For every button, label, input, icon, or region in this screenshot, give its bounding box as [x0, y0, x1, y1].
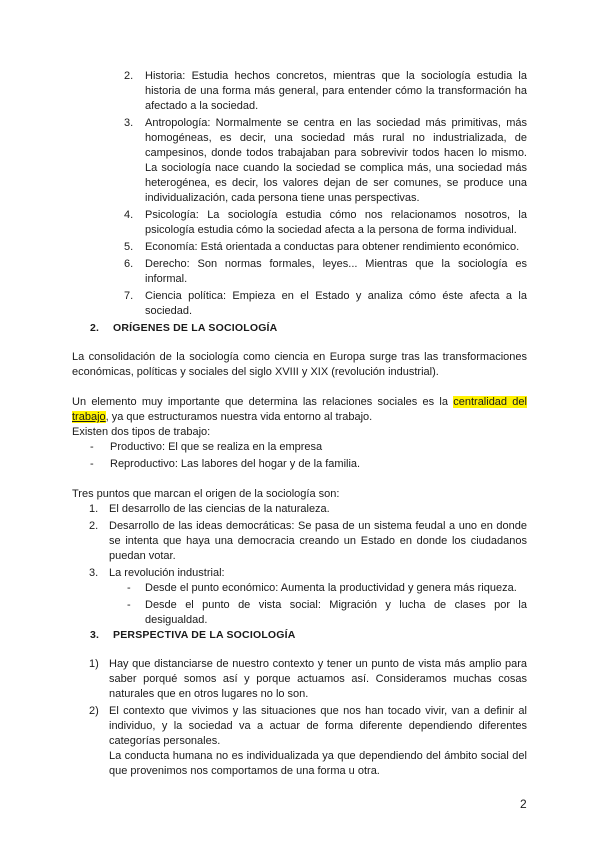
list-text: Antropología: Normalmente se centra en las sociedad más primitivas, más homogéneas, es decir, una sociedad más rural no industrializada, de campesinos, donde todos trabajaban para sobrevivir todos hacen lo mismo. La sociología nace cuando la sociedad se complica más, una sociedad más heterogénea, es decir, los valores dejan de ser comunes, se produce una individualización, cada persona tiene unas perspectivas. — [145, 117, 527, 204]
list-text: Psicología: La sociología estudia cómo nos relacionamos nosotros, la psicología estudia cómo la sociedad afecta a la persona de forma individual. — [145, 209, 527, 236]
dash-bullet: - — [90, 458, 94, 470]
list-text: Derecho: Son normas formales, leyes... Mientras que la sociología es informal. — [145, 258, 527, 285]
list-item — [72, 457, 527, 472]
list-text: El contexto que vivimos y las situaciones que nos han tocado vivir, van a definir al individuo, y la sociedad va a actuar de forma diferente dependiendo diferentes categorías personales. — [109, 705, 527, 747]
section-body-perspective — [72, 657, 527, 779]
section-title: ORÍGENES DE LA SOCIOLOGÍA — [113, 322, 278, 334]
dash-bullet: - — [127, 599, 131, 611]
list-item-continuation — [72, 749, 527, 779]
list-text: La conducta humana no es individualizada ya que dependiendo del ámbito social del que provenimos nos comportamos de una forma u otra. — [109, 750, 527, 777]
list-item — [72, 440, 527, 455]
list-item — [72, 240, 527, 255]
list-item — [72, 502, 527, 517]
paragraph-work-centrality — [72, 395, 527, 425]
list-text: Economía: Está orientada a conductas para obtener rendimiento económico. — [145, 241, 520, 253]
section-heading-origins — [72, 321, 277, 336]
highlighted-text: centralidad del — [453, 396, 527, 408]
list-number: 2) — [89, 705, 99, 717]
section-number: 3. — [90, 629, 100, 641]
list-number: 3. — [124, 117, 134, 129]
list-text: La revolución industrial: — [109, 567, 225, 579]
list-text: Hay que distanciarse de nuestro contexto y tener un punto de vista más amplio para saber porqué somos así y porque actuamos así. Consideramos muchas cosas naturales que en otros lugares no lo son. — [109, 658, 527, 700]
list-text: El desarrollo de las ciencias de la naturaleza. — [109, 503, 330, 515]
page-number: 2 — [520, 797, 527, 811]
list-number: 3. — [89, 567, 99, 579]
list-number: 6. — [124, 258, 134, 270]
list-text: Desarrollo de las ideas democráticas: Se pasa de un sistema feudal a uno en donde se intenta que haya una democracia creando un Estado en donde los ciudadanos puedan votar. — [109, 520, 527, 562]
section-body-origins — [72, 350, 527, 628]
list-text: Productivo: El que se realiza en la empresa — [110, 441, 323, 453]
list-text: Ciencia política: Empieza en el Estado y analiza cómo éste afecta a la sociedad. — [145, 290, 527, 317]
dash-bullet: - — [90, 441, 94, 453]
disciplines-list — [72, 69, 527, 319]
section-heading-perspective — [72, 628, 296, 643]
paragraph: La consolidación de la sociología como ciencia en Europa surge tras las transformaciones económicas, políticas y sociales del siglo XVIII y XIX (revolución industrial). — [72, 351, 527, 378]
list-item — [72, 257, 527, 287]
paragraph-text: Un elemento muy importante que determina las relaciones sociales es la — [72, 396, 454, 408]
paragraph-text: , ya que estructuramos nuestra vida entorno al trabajo. — [105, 411, 373, 423]
list-number: 2. — [89, 520, 99, 532]
list-item — [72, 116, 527, 206]
list-text: Reproductivo: Las labores del hogar y de la familia. — [110, 458, 361, 470]
section-title: PERSPECTIVA DE LA SOCIOLOGÍA — [113, 629, 296, 641]
list-item — [72, 519, 527, 564]
sub-list-item — [72, 581, 527, 596]
list-number: 4. — [124, 209, 134, 221]
section-number: 2. — [90, 322, 100, 334]
list-number: 2. — [124, 70, 134, 82]
paragraph: Existen dos tipos de trabajo: — [72, 426, 211, 438]
paragraph: Tres puntos que marcan el origen de la sociología son: — [72, 488, 340, 500]
list-number: 1) — [89, 658, 99, 670]
list-number: 7. — [124, 290, 134, 302]
list-item — [72, 289, 527, 319]
highlighted-underlined-text: trabajo — [72, 411, 106, 423]
list-text: Historia: Estudia hechos concretos, mientras que la sociología estudia la historia de una forma más general, para entender cómo la transformación ha afectado a la sociedad. — [145, 70, 527, 112]
list-number: 5. — [124, 241, 134, 253]
sub-list-item — [72, 598, 527, 628]
list-text: Desde el punto económico: Aumenta la productividad y genera más riqueza. — [145, 582, 517, 594]
list-item — [72, 208, 527, 238]
list-item — [72, 566, 527, 581]
list-item — [72, 657, 527, 702]
dash-bullet: - — [127, 582, 131, 594]
list-item — [72, 704, 527, 749]
list-item — [72, 69, 527, 114]
list-text: Desde el punto de vista social: Migración y lucha de clases por la desigualdad. — [145, 599, 527, 626]
list-number: 1. — [89, 503, 99, 515]
